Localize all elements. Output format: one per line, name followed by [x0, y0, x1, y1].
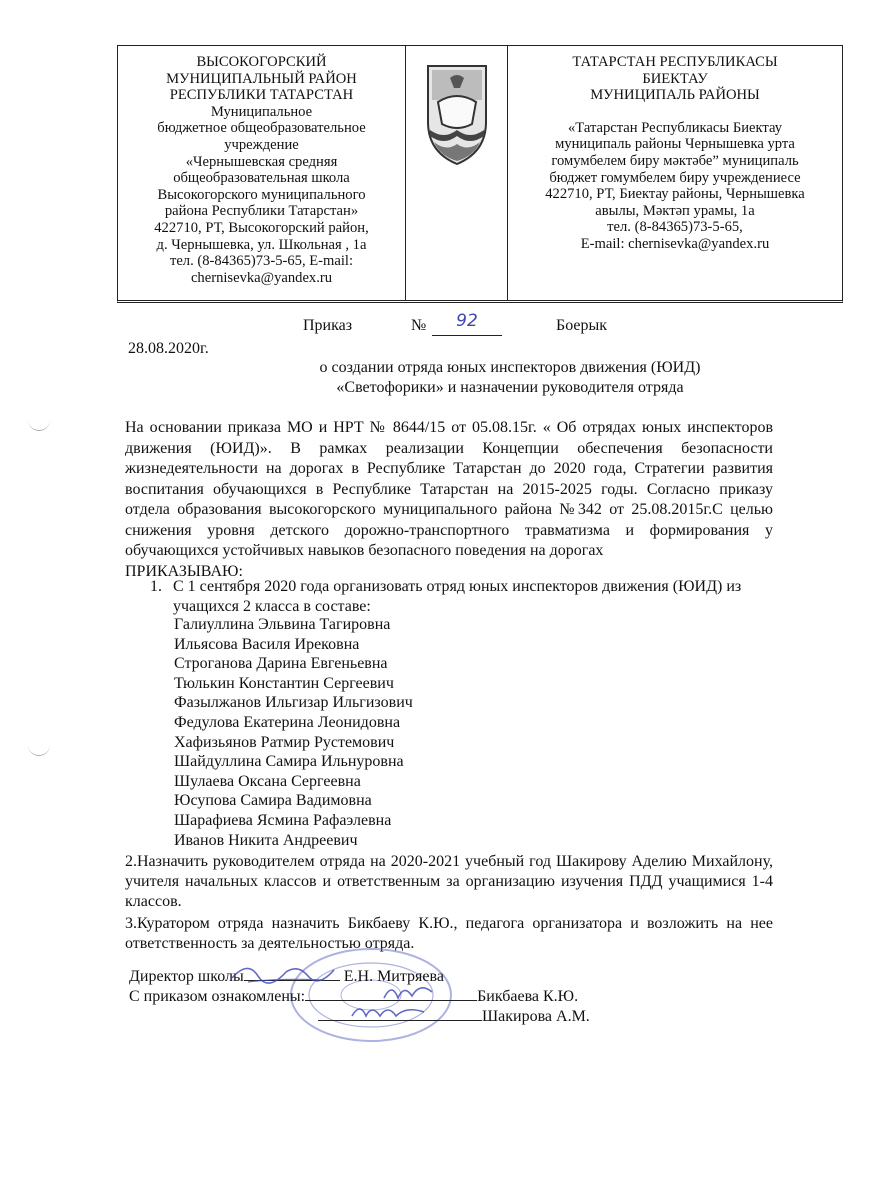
- item-number: 1.: [150, 578, 162, 595]
- student-name: Галиуллина Эльвина Тагировна: [174, 616, 391, 633]
- lh-right-line: тел. (8-84365)73-5-65,: [607, 219, 743, 236]
- acquainted-person: Бикбаева К.Ю.: [477, 988, 579, 1005]
- student-name: Ильясова Василя Ирековна: [174, 635, 360, 653]
- lh-left-line: Высокогорского муниципального: [157, 186, 366, 203]
- order-item-3: 3.Куратором отряда назначить Бикбаеву К.Ю., педагога организатора и возложить на нее ответственность за деятельностью отряда.: [125, 915, 773, 952]
- student-name: Тюлькин Константин Сергеевич: [174, 674, 394, 692]
- lh-left-line: бюджетное общеобразовательное: [157, 120, 366, 137]
- student-name: Шарафиева Ясмина Рафаэлевна: [174, 811, 392, 829]
- letterhead: [117, 45, 843, 303]
- order-number-value: 92: [456, 311, 478, 331]
- item-text: С 1 сентября 2020 года организовать отряд юных инспекторов движения (ЮИД) из учащихся 2 класса в составе:: [173, 578, 742, 615]
- order-number: [432, 311, 502, 336]
- coat-of-arms-icon: [420, 60, 494, 170]
- lh-right-line: бюджет гомумбелем биру учреждениесе: [549, 169, 801, 186]
- lh-right-line: «Татарстан Республикасы Биектау: [568, 119, 782, 136]
- acquainted-label: С приказом ознакомлены:: [129, 988, 306, 1005]
- letterhead-tatar: [508, 46, 842, 300]
- lh-right-line: МУНИЦИПАЛЬ РАЙОНЫ: [590, 87, 760, 104]
- subject-line: о создании отряда юных инспекторов движения (ЮИД): [319, 359, 701, 376]
- director-name: Е.Н. Митряева: [343, 968, 444, 985]
- order-date: 28.08.2020г.: [128, 340, 209, 357]
- order-title-tt: Боерык: [556, 317, 608, 334]
- acquainted-person: Шакирова А.М.: [482, 1008, 590, 1025]
- lh-left-line: 422710, РТ, Высокогорский район,: [154, 219, 369, 236]
- lh-left-line: района Республики Татарстан»: [164, 203, 359, 220]
- lh-left-line: РЕСПУБЛИКИ ТАТАРСТАН: [169, 87, 354, 104]
- student-name: Федулова Екатерина Леонидовна: [174, 713, 401, 731]
- students-list: [174, 615, 413, 850]
- lh-left-line: тел. (8-84365)73-5-65, E-mail:: [169, 253, 354, 270]
- lh-left-line: Муниципальное: [210, 103, 313, 120]
- lh-left-line: д. Чернышевка, ул. Школьная , 1а: [156, 236, 367, 253]
- lh-left-line: «Чернышевская средняя: [185, 153, 338, 170]
- order-number-sign: №: [411, 317, 427, 334]
- letterhead-russian: [118, 46, 406, 300]
- lh-left-line: общеобразовательная школа: [173, 170, 350, 187]
- student-name: Фазылжанов Ильгизар Ильгизович: [174, 694, 413, 712]
- punch-mark: [28, 420, 50, 431]
- lh-left-line: учреждение: [224, 136, 299, 153]
- student-name: Иванов Никита Андреевич: [174, 831, 358, 849]
- order-title-ru: Приказ: [303, 317, 353, 334]
- lh-right-line: БИЕКТАУ: [642, 70, 708, 87]
- lh-left-line: МУНИЦИПАЛЬНЫЙ РАЙОН: [166, 70, 357, 87]
- lh-right-line: ТАТАРСТАН РЕСПУБЛИКАСЫ: [572, 54, 778, 70]
- lh-right-line: гомумбелем биру мәктәбе” муниципаль: [551, 152, 799, 169]
- preamble-paragraph: На основании приказа МО и НРТ № 8644/15 от 05.08.15г. « Об отрядах юных инспекторов движения (ЮИД)». В рамках реализации Концепции обеспечения безопасности жизнедеятельности на дорогах в Республике Татарстан до 2020 года, Стратегии развития воспитания обучающихся в Республике Татарстан на 2015-2025 годы. Согласно приказу отдела образования высокогорского муниципального района №342 от 25.08.2015г.С целью снижения уровня детского дорожно-транспортного травматизма и формирования у обучающихся устойчивых навыков безопасного поведения на дорогах: [125, 419, 773, 559]
- lh-right-line: 422710, РТ, Биектау районы, Чернышевка: [545, 186, 805, 203]
- student-name: Хафизьянов Ратмир Рустемович: [174, 733, 395, 751]
- lh-right-line: E-mail: chernisevka@yandex.ru: [580, 235, 770, 252]
- student-name: Шайдуллина Самира Ильнуровна: [174, 753, 404, 771]
- student-name: Юсупова Самира Вадимовна: [174, 792, 372, 810]
- order-item-2: 2.Назначить руководителем отряда на 2020-2021 учебный год Шакирову Аделию Михайлону, учителя начальных классов и ответственным за организацию изучения ПДД учащимися 1-4 классов.: [125, 853, 773, 910]
- lh-right-line: авылы, Мәктәп урамы, 1а: [595, 202, 755, 219]
- handwritten-signature-icon: [348, 998, 428, 1026]
- director-label: Директор школы: [129, 968, 244, 985]
- lh-right-line: муниципаль районы Чернышевка урта: [555, 136, 795, 153]
- letterhead-emblem-cell: [406, 46, 508, 300]
- student-name: Шулаева Оксана Сергеевна: [174, 772, 361, 790]
- student-name: Строганова Дарина Евгеньевна: [174, 655, 388, 673]
- director-handwritten-signature-icon: [228, 958, 338, 988]
- order-preamble: [125, 418, 773, 582]
- order-item-1: [150, 577, 790, 617]
- prikazyvayu: ПРИКАЗЫВАЮ:: [125, 562, 243, 580]
- punch-mark: [28, 745, 50, 756]
- order-subject: [300, 358, 720, 398]
- lh-left-line: chernisevka@yandex.ru: [190, 269, 333, 286]
- lh-left-line: ВЫСОКОГОРСКИЙ: [196, 54, 327, 70]
- subject-line: «Светофорики» и назначении руководителя отряда: [336, 379, 684, 396]
